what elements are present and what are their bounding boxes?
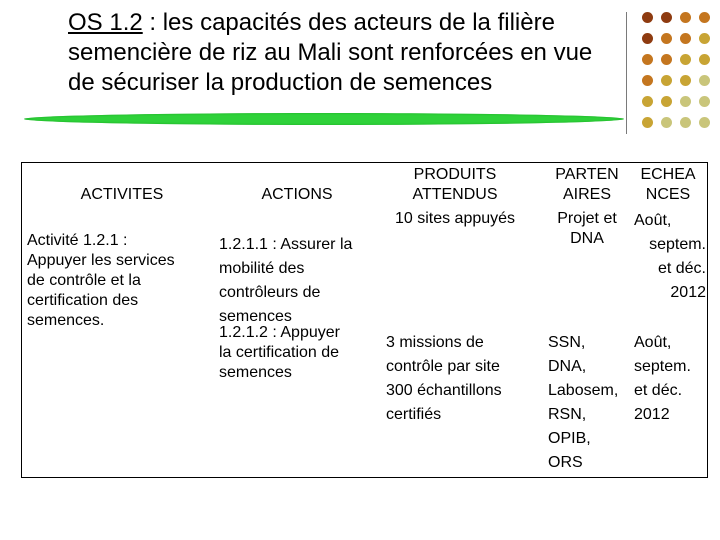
title-line3: de sécuriser la production de semences — [68, 69, 493, 96]
decorative-dot — [661, 33, 672, 44]
echeance-2-line: et déc. — [634, 382, 683, 399]
decorative-dot — [699, 117, 710, 128]
header-actions: ACTIONS — [261, 186, 333, 203]
header-echeances-line1: ECHEA — [640, 166, 696, 183]
activity-label: Activité 1.2.1 : — [27, 232, 128, 249]
header-produits — [380, 165, 530, 205]
partenaire-1-line: Projet et — [557, 210, 617, 227]
decorative-dot — [680, 96, 691, 107]
partenaire-2-line: DNA, — [548, 358, 587, 375]
echeance-1-line: et déc. — [657, 260, 706, 277]
action-1-cell — [219, 233, 384, 329]
decorative-dot-grid — [638, 10, 718, 134]
header-echeances — [628, 165, 708, 205]
action-1-line: semences — [219, 308, 292, 325]
activity-line: semences. — [27, 312, 105, 329]
title-prefix: OS 1.2 — [68, 9, 143, 36]
partenaire-2-line: SSN, — [548, 334, 586, 351]
action-2-line: 1.2.1.2 : Appuyer — [219, 324, 340, 341]
echeance-2-line: 2012 — [634, 406, 670, 423]
produit-2-line: 300 échantillons — [386, 382, 502, 399]
decorative-dot — [699, 12, 710, 23]
decorative-dot — [699, 33, 710, 44]
produit-2-cell — [386, 331, 536, 427]
header-partenaires-line2: AIRES — [562, 186, 611, 203]
header-activites: ACTIVITES — [80, 186, 164, 203]
decorative-dot — [699, 96, 710, 107]
decorative-dot — [661, 96, 672, 107]
decorative-dot — [699, 54, 710, 65]
action-1-line: mobilité des — [219, 260, 305, 277]
action-2-line: la certification de — [219, 344, 340, 361]
partenaire-2-line: Labosem, — [548, 382, 619, 399]
action-2-line: semences — [219, 364, 292, 381]
decorative-dot — [661, 12, 672, 23]
slide-title — [68, 8, 628, 98]
echeance-2-line: septem. — [634, 358, 691, 375]
partenaire-2-cell — [548, 331, 638, 475]
header-produits-line2: ATTENDUS — [412, 186, 498, 203]
activity-line: certification des — [27, 292, 139, 309]
echeance-2-line: Août, — [634, 334, 672, 351]
decorative-dot — [642, 75, 653, 86]
title-line1: : les capacités des acteurs de la filière — [142, 9, 555, 36]
title-line2: semencière de riz au Mali sont renforcées en vue — [68, 39, 593, 66]
produit-2-line: contrôle par site — [386, 358, 500, 375]
decorative-dot — [642, 12, 653, 23]
echeance-1-line: septem. — [649, 236, 706, 253]
decorative-dot — [680, 54, 691, 65]
decorative-dot — [680, 117, 691, 128]
activity-cell — [27, 231, 207, 331]
decorative-dot — [642, 96, 653, 107]
produit-2-line: certifiés — [386, 406, 442, 423]
green-ellipse-divider — [24, 113, 624, 125]
echeance-2-cell — [634, 331, 708, 427]
partenaire-2-line: OPIB, — [548, 430, 591, 447]
decorative-dot — [661, 75, 672, 86]
action-2-cell — [219, 323, 384, 383]
decorative-dot — [642, 33, 653, 44]
header-echeances-line2: NCES — [645, 186, 691, 203]
header-partenaires-line1: PARTEN — [555, 166, 619, 183]
decorative-dot — [642, 117, 653, 128]
echeance-1-line: 2012 — [670, 284, 706, 301]
produit-1-cell: 10 sites appuyés — [394, 210, 516, 227]
decorative-dot — [661, 54, 672, 65]
decorative-dot — [699, 75, 710, 86]
partenaire-1-line: DNA — [570, 230, 604, 247]
partenaire-2-line: ORS — [548, 454, 583, 471]
produit-2-line: 3 missions de — [386, 334, 484, 351]
activity-line: Appuyer les services — [27, 252, 175, 269]
action-1-line: contrôleurs de — [219, 284, 321, 301]
echeance-1-cell — [634, 209, 706, 305]
action-1-line: 1.2.1.1 : Assurer la — [219, 236, 353, 253]
activity-table — [21, 162, 708, 478]
decorative-dot — [642, 54, 653, 65]
divider-line — [626, 12, 627, 134]
partenaire-2-line: RSN, — [548, 406, 587, 423]
decorative-dot — [680, 75, 691, 86]
decorative-dot — [680, 12, 691, 23]
decorative-dot — [680, 33, 691, 44]
decorative-dot — [661, 117, 672, 128]
header-produits-line1: PRODUITS — [413, 166, 497, 183]
echeance-1-line: Août, — [634, 212, 672, 229]
header-partenaires — [542, 165, 632, 205]
activity-line: de contrôle et la — [27, 272, 141, 289]
partenaire-1-cell — [542, 209, 632, 249]
